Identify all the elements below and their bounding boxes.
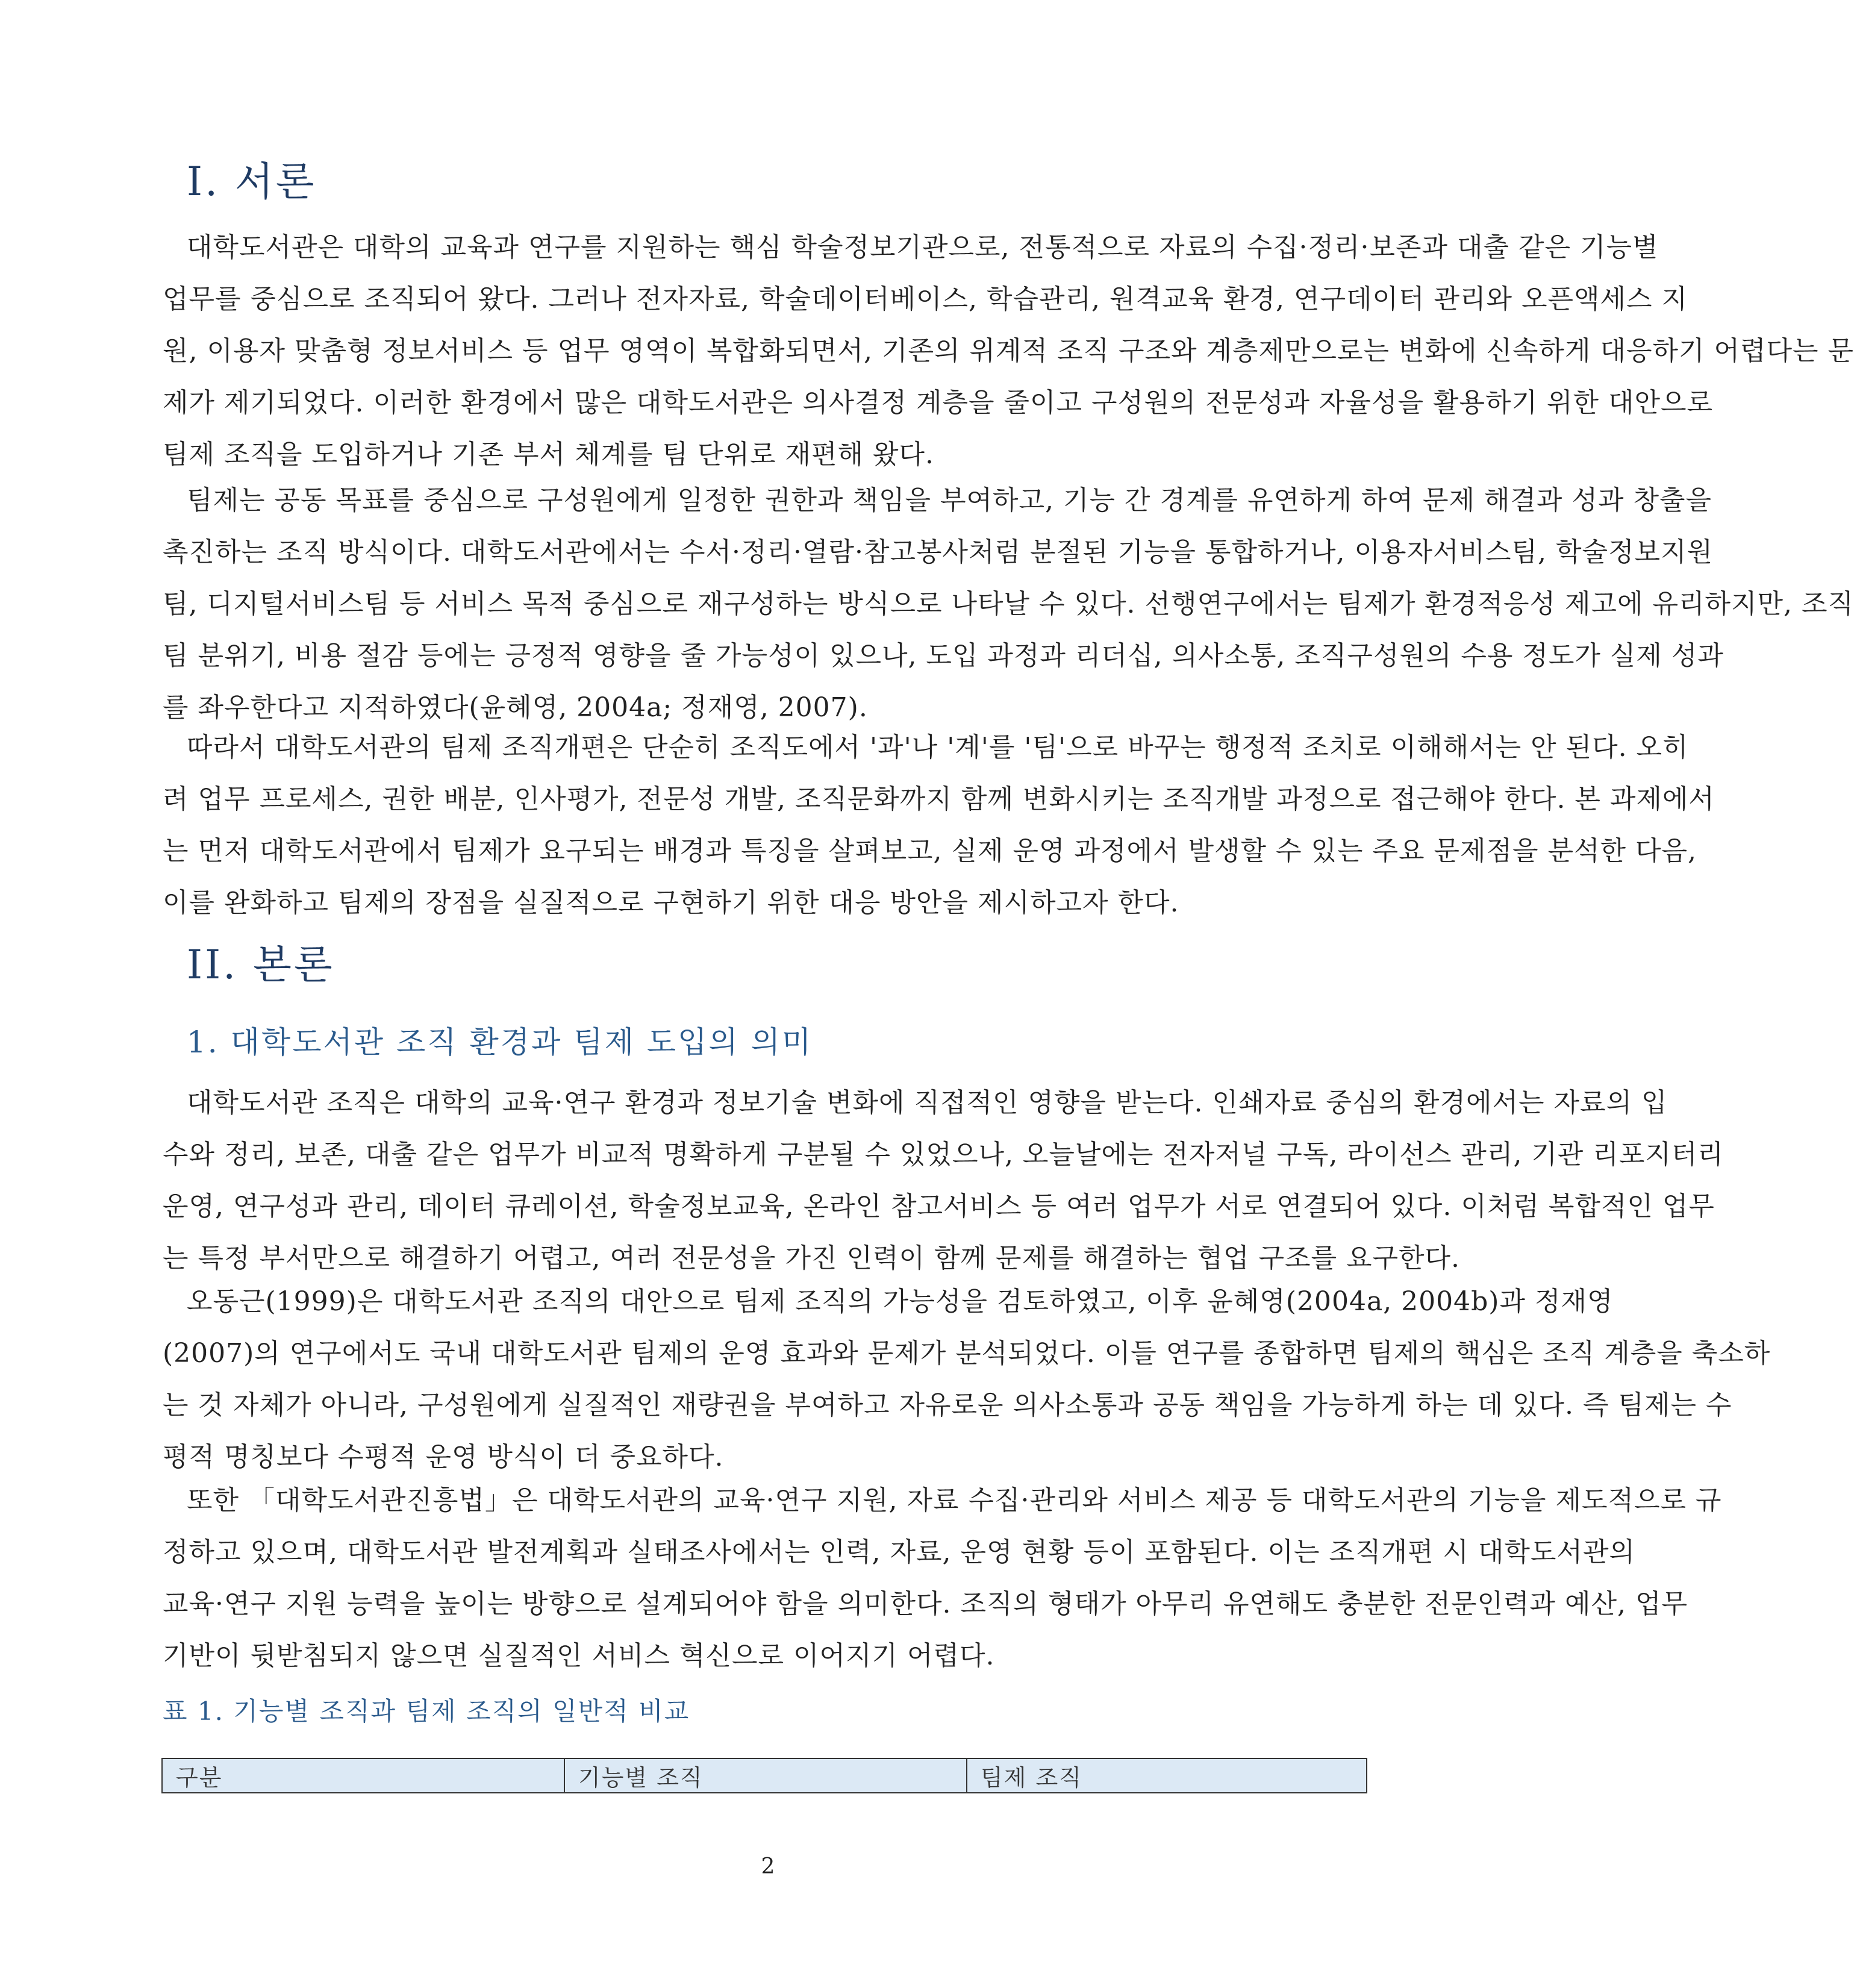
text-line: 평적 명칭보다 수평적 운영 방식이 더 중요하다. xyxy=(163,1442,724,1472)
subsection-heading-1: 1. 대학도서관 조직 환경과 팀제 도입의 의미 xyxy=(187,1025,813,1060)
text-line: 대학도서관은 대학의 교육과 연구를 지원하는 핵심 학술정보기관으로, 전통적으로 자료의 수집·정리·보존과 대출 같은 기능별 xyxy=(187,232,1659,263)
text-line: 팀, 디지털서비스팀 등 서비스 목적 중심으로 재구성하는 방식으로 나타날 수 있다. 선행연구에서는 팀제가 환경적응성 제고에 유리하지만, 조직 xyxy=(163,589,1854,619)
page-number: 2 xyxy=(761,1854,775,1879)
text-line: 촉진하는 조직 방식이다. 대학도서관에서는 수서·정리·열람·참고봉사처럼 분절된 기능을 통합하거나, 이용자서비스팀, 학술정보지원 xyxy=(163,537,1714,567)
text-line: 이를 완화하고 팀제의 장점을 실질적으로 구현하기 위한 대응 방안을 제시하고자 한다. xyxy=(163,887,1179,918)
text-line: 제가 제기되었다. 이러한 환경에서 많은 대학도서관은 의사결정 계층을 줄이고 구성원의 전문성과 자율성을 활용하기 위한 대안으로 xyxy=(163,387,1714,418)
paragraph-intro-2 xyxy=(163,475,1854,734)
section-heading-intro: I. 서론 xyxy=(187,158,317,205)
text-line: (2007)의 연구에서도 국내 대학도서관 팀제의 운영 효과와 문제가 분석되었다. 이들 연구를 종합하면 팀제의 핵심은 조직 계층을 축소하 xyxy=(163,1338,1771,1369)
paragraph-sub1-2 xyxy=(163,1276,1771,1483)
table-header-row xyxy=(162,1758,1367,1793)
text-line: 원, 이용자 맞춤형 정보서비스 등 업무 영역이 복합화되면서, 기존의 위계적 조직 구조와 계층제만으로는 변화에 신속하게 대응하기 어렵다는 문 xyxy=(163,336,1854,366)
section-heading-body: II. 본론 xyxy=(187,942,335,988)
paragraph-sub1-1 xyxy=(163,1077,1724,1284)
table-header-cell: 팀제 조직 xyxy=(967,1758,1367,1793)
text-line: 오동근(1999)은 대학도서관 조직의 대안으로 팀제 조직의 가능성을 검토하였고, 이후 윤혜영(2004a, 2004b)과 정재영 xyxy=(187,1286,1614,1317)
text-line: 수와 정리, 보존, 대출 같은 업무가 비교적 명확하게 구분될 수 있었으나, 오늘날에는 전자저널 구독, 라이선스 관리, 기관 리포지터리 xyxy=(163,1139,1724,1170)
comparison-table xyxy=(161,1758,1367,1793)
text-line: 정하고 있으며, 대학도서관 발전계획과 실태조사에서는 인력, 자료, 운영 현황 등이 포함된다. 이는 조직개편 시 대학도서관의 xyxy=(163,1537,1635,1568)
text-line: 팀제는 공동 목표를 중심으로 구성원에게 일정한 권한과 책임을 부여하고, 기능 간 경계를 유연하게 하여 문제 해결과 성과 창출을 xyxy=(187,485,1712,516)
table-header-cell: 기능별 조직 xyxy=(564,1758,967,1793)
text-line: 는 먼저 대학도서관에서 팀제가 요구되는 배경과 특징을 살펴보고, 실제 운영 과정에서 발생할 수 있는 주요 문제점을 분석한 다음, xyxy=(163,836,1697,866)
text-line: 려 업무 프로세스, 권한 배분, 인사평가, 전문성 개발, 조직문화까지 함께 변화시키는 조직개발 과정으로 접근해야 한다. 본 과제에서 xyxy=(163,784,1715,814)
table-header-cell: 구분 xyxy=(162,1758,564,1793)
text-line: 교육·연구 지원 능력을 높이는 방향으로 설계되어야 함을 의미한다. 조직의 형태가 아무리 유연해도 충분한 전문인력과 예산, 업무 xyxy=(163,1589,1688,1619)
text-line: 는 것 자체가 아니라, 구성원에게 실질적인 재량권을 부여하고 자유로운 의사소통과 공동 책임을 가능하게 하는 데 있다. 즉 팀제는 수 xyxy=(163,1390,1732,1421)
paragraph-intro-3 xyxy=(163,722,1715,929)
text-line: 기반이 뒷받침되지 않으면 실질적인 서비스 혁신으로 이어지기 어렵다. xyxy=(163,1640,995,1671)
text-line: 팀 분위기, 비용 절감 등에는 긍정적 영향을 줄 가능성이 있으나, 도입 과정과 리더십, 의사소통, 조직구성원의 수용 정도가 실제 성과 xyxy=(163,640,1724,671)
paragraph-sub1-3 xyxy=(163,1475,1722,1682)
table-caption: 표 1. 기능별 조직과 팀제 조직의 일반적 비교 xyxy=(163,1696,690,1726)
text-line: 따라서 대학도서관의 팀제 조직개편은 단순히 조직도에서 '과'나 '계'를 '팀'으로 바꾸는 행정적 조치로 이해해서는 안 된다. 오히 xyxy=(187,732,1689,763)
text-line: 또한 「대학도서관진흥법」은 대학도서관의 교육·연구 지원, 자료 수집·관리와 서비스 제공 등 대학도서관의 기능을 제도적으로 규 xyxy=(187,1485,1722,1516)
paragraph-intro-1 xyxy=(163,222,1854,481)
text-line: 를 좌우한다고 지적하였다(윤혜영, 2004a; 정재영, 2007). xyxy=(163,692,868,723)
text-line: 는 특정 부서만으로 해결하기 어렵고, 여러 전문성을 가진 인력이 함께 문제를 해결하는 협업 구조를 요구한다. xyxy=(163,1243,1460,1274)
text-line: 운영, 연구성과 관리, 데이터 큐레이션, 학술정보교육, 온라인 참고서비스 등 여러 업무가 서로 연결되어 있다. 이처럼 복합적인 업무 xyxy=(163,1191,1715,1222)
text-line: 대학도서관 조직은 대학의 교육·연구 환경과 정보기술 변화에 직접적인 영향을 받는다. 인쇄자료 중심의 환경에서는 자료의 입 xyxy=(187,1087,1668,1118)
text-line: 업무를 중심으로 조직되어 왔다. 그러나 전자자료, 학술데이터베이스, 학습관리, 원격교육 환경, 연구데이터 관리와 오픈액세스 지 xyxy=(163,284,1688,314)
text-line: 팀제 조직을 도입하거나 기존 부서 체계를 팀 단위로 재편해 왔다. xyxy=(163,439,934,470)
